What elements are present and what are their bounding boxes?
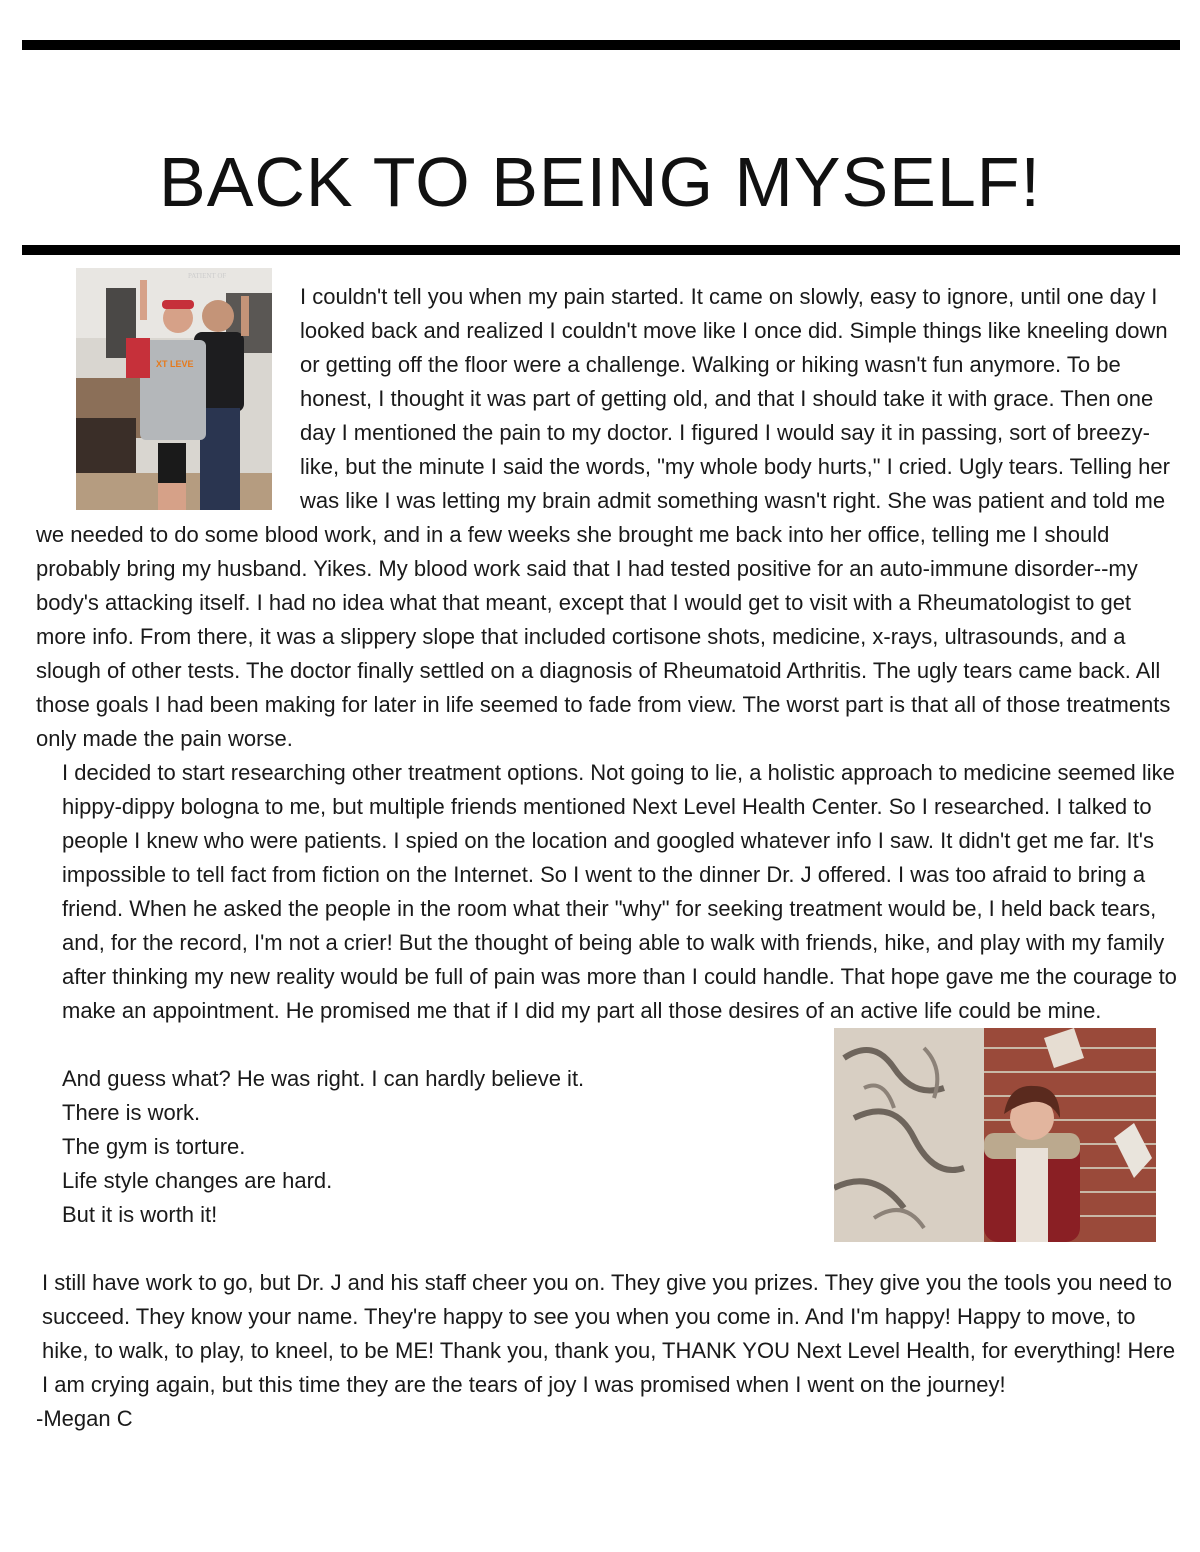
shirt-logo-text: XT LEVE	[156, 359, 194, 369]
list-line-5: But it is worth it!	[62, 1202, 218, 1227]
list-line-4: Life style changes are hard.	[62, 1168, 333, 1193]
list-line-3: The gym is torture.	[62, 1134, 246, 1159]
list-line-1: And guess what? He was right. I can hardly believe it.	[62, 1066, 585, 1091]
list-line-2: There is work.	[62, 1100, 201, 1125]
patient-photo-clinic	[76, 268, 272, 510]
top-rule	[22, 40, 1180, 50]
article-body	[36, 272, 1182, 1436]
bottom-rule	[22, 245, 1180, 255]
clinic-sign-text: PATIENT OF	[188, 272, 227, 280]
signature: -Megan C	[36, 1406, 133, 1431]
paragraph-3: I still have work to go, but Dr. J and his staff cheer you on. They give you prizes. They give you the tools you need to succeed. They know your name. They're happy to see you when you come in. And I'm happy! Happy to move, to hike, to walk, to play, to kneel, to be ME! Thank you, thank you, THANK YOU Next Level Health, for everything! Here I am crying again, but this time they are the tears of joy I was promised when I went on the journey!	[42, 1270, 1176, 1397]
paragraph-1: I couldn't tell you when my pain started. It came on slowly, easy to ignore, until one day I looked back and realized I couldn't move like I once did. Simple things like kneeling down or getting off the floor were a challenge. Walking or hiking wasn't fun anymore. To be honest, I thought it was part of getting old, and that I should take it with grace. Then one day I mentioned the pain to my doctor. I figured I would say it in passing, sort of breezy-like, but the minute I said the words, "my whole body hurts," I cried. Ugly tears. Telling her was like I was letting my brain admit something wasn't right. She was patient and told me we needed to do some blood work, and in a few weeks she brought me back into her office, telling me I should probably bring my husband. Yikes. My blood work said that I had tested positive for an auto-immune disorder--my body's attacking itself. I had no idea what that meant, except that I would get to visit with a Rheumatologist to get more info. From there, it was a slippery slope that included cortisone shots, medicine, x-rays, ultrasounds, and a slough of other tests. The doctor finally settled on a diagnosis of Rheumatoid Arthritis. The ugly tears came back. All those goals I had been making for later in life seemed to fade from view. The worst part is that all of those treatments only made the pain worse.	[36, 284, 1171, 751]
patient-photo-brick-wall	[834, 1028, 1156, 1242]
page-title: BACK TO BEING MYSELF!	[159, 142, 1041, 221]
paragraph-2: I decided to start researching other treatment options. Not going to lie, a holistic approach to medicine seemed like hippy-dippy bologna to me, but multiple friends mentioned Next Level Health Center. So I researched. I talked to people I knew who were patients. I spied on the location and googled whatever info I saw. It didn't get me far. It's impossible to tell fact from fiction on the Internet. So I went to the dinner Dr. J offered. I was too afraid to bring a friend. When he asked the people in the room what their "why" for seeking treatment would be, I held back tears, and, for the record, I'm not a crier! But the thought of being able to walk with friends, hike, and play with my family after thinking my new reality would be full of pain was more than I could handle. That hope gave me the courage to make an appointment. He promised me that if I did my part all those desires of an active life could be mine.	[62, 760, 1177, 1023]
